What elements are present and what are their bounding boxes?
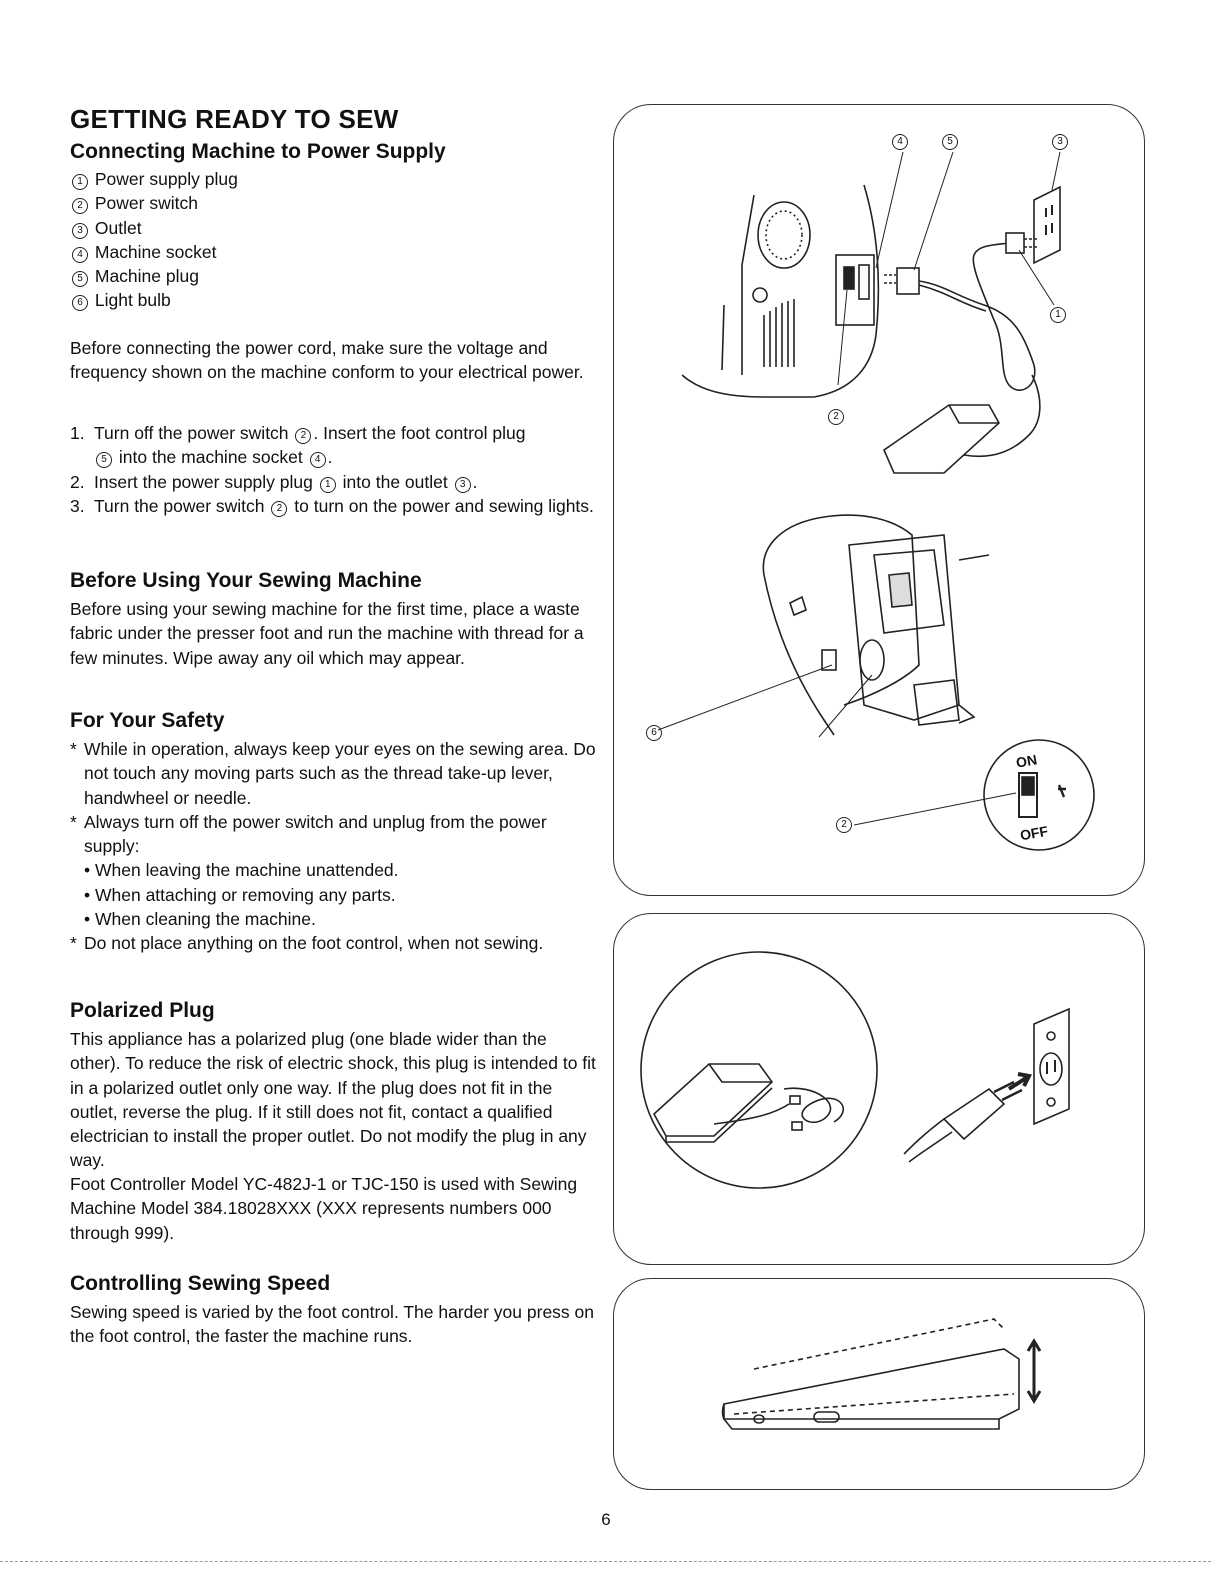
list-item: • When cleaning the machine. — [84, 909, 316, 930]
callout-2 — [826, 409, 846, 425]
figure-polarized-plug-panel — [613, 913, 1145, 1265]
machine-edge-line — [722, 305, 724, 370]
page-bottom-edge — [0, 1561, 1211, 1562]
machine-plug-icon — [897, 268, 919, 294]
needle-bar-mechanism — [849, 535, 959, 720]
safety-text: Do not place anything on the foot control, when not sewing. — [84, 933, 544, 954]
callout-number: 5 — [942, 134, 958, 150]
section-title-polarized: Polarized Plug — [70, 999, 215, 1022]
callout-number: 4 — [892, 134, 908, 150]
connecting-intro: Before connecting the power cord, make sure the voltage and frequency shown on the machine conform to your electrical power. — [70, 338, 584, 383]
callout-number: 3 — [455, 477, 471, 493]
foot-control-zoom-circle — [641, 952, 877, 1188]
switch-off-label: OFF — [1018, 822, 1050, 844]
part-label: Outlet — [94, 217, 142, 238]
page-title: GETTING READY TO SEW — [70, 104, 399, 134]
step-text: Turn the power switch — [94, 495, 265, 516]
list-item: • When attaching or removing any parts. — [84, 884, 396, 905]
machine-body-outline — [682, 185, 878, 397]
step-number: 3. — [70, 495, 85, 516]
callout-4 — [890, 134, 910, 150]
connection-diagram — [614, 105, 1144, 895]
asterisk: * — [70, 811, 77, 832]
callout-number: 1 — [1050, 307, 1066, 323]
callout-number: 4 — [310, 452, 326, 468]
step-item — [70, 421, 600, 470]
punctuation: . — [327, 447, 333, 468]
machine-socket-icon — [859, 265, 869, 299]
steps-list — [70, 421, 600, 518]
machine-vent-lines — [764, 299, 794, 367]
callout-number: 2 — [271, 501, 287, 517]
foot-control-icon — [654, 1064, 772, 1136]
callout-number: 5 — [72, 271, 88, 287]
page-number: 6 — [601, 1510, 611, 1529]
callout-number: 2 — [828, 409, 844, 425]
part-label: Light bulb — [94, 290, 171, 311]
section-title-speed: Controlling Sewing Speed — [70, 1272, 331, 1295]
polarized-text: This appliance has a polarized plug (one blade wider than the other). To reduce the risk of electric shock, this plug is intended to fit in a polarized outlet only one way. If the plug does not fit in the outlet, reverse the plug. If it still does not fit, contact a qualified electrician to install the proper outlet. Do not modify the plug in any way. — [70, 1029, 596, 1171]
plug-cord-icon — [904, 1119, 952, 1162]
callout-number: 1 — [320, 477, 336, 493]
section-title-connecting: Connecting Machine to Power Supply — [70, 140, 446, 163]
power-cord — [919, 243, 1035, 390]
raised-position-line — [754, 1319, 1004, 1369]
parts-list — [70, 167, 600, 313]
callout-number: 5 — [96, 452, 112, 468]
callout-number: 6 — [646, 725, 662, 741]
polarized-plug-icon — [944, 1089, 1004, 1139]
coiled-cord-icon — [784, 1088, 843, 1122]
punctuation: . — [472, 471, 478, 492]
list-item — [70, 931, 600, 955]
callout-number: 2 — [72, 198, 88, 214]
step-text: into the machine socket — [118, 447, 303, 468]
bulb-socket-icon — [822, 650, 836, 670]
callout-number: 6 — [72, 295, 88, 311]
part-label: Power supply plug — [94, 169, 238, 189]
list-item — [70, 240, 600, 264]
figure-speed-control-panel — [613, 1278, 1145, 1490]
step-number: 2. — [70, 471, 85, 492]
callout-2-switch — [834, 817, 854, 833]
handwheel-knurl — [766, 211, 802, 259]
press-direction-arrow-icon — [1028, 1341, 1040, 1401]
part-label: Machine socket — [94, 241, 217, 262]
step-text: Turn off the power switch — [94, 423, 289, 443]
callout-number: 4 — [72, 247, 88, 263]
step-number: 1. — [70, 423, 85, 443]
foot-controller-text: Foot Controller Model YC-482J-1 or TJC-150 is used with Sewing Machine Model 384.18028XXX (XXX represents numbers 000 through 999). — [70, 1174, 578, 1243]
safety-sublist — [84, 858, 600, 931]
before-using-text: Before using your sewing machine for the first time, place a waste fabric under the presser foot and run the machine with thread for a few minutes. Wipe away any oil which may appear. — [70, 599, 584, 668]
step-text: into the outlet — [342, 471, 448, 492]
pressed-position-line — [734, 1394, 1014, 1414]
callout-number: 1 — [72, 174, 88, 190]
part-label: Power switch — [94, 193, 198, 214]
light-bulb-icon — [860, 640, 884, 680]
callout-number: 3 — [72, 223, 88, 239]
machine-side-line — [742, 195, 754, 375]
power-supply-plug-icon — [1006, 233, 1024, 253]
polarized-plug-diagram — [614, 914, 1144, 1264]
list-item — [70, 737, 600, 810]
callout-number: 3 — [1052, 134, 1068, 150]
list-item: • When leaving the machine unattended. — [84, 860, 399, 881]
callout-5 — [940, 134, 960, 150]
section-title-before-using: Before Using Your Sewing Machine — [70, 569, 422, 592]
callout-number: 2 — [295, 428, 311, 444]
list-item — [70, 167, 600, 191]
safety-text: Always turn off the power switch and unplug from the power supply: — [84, 811, 547, 857]
foot-control-icon — [884, 405, 999, 473]
callout-6 — [644, 725, 664, 741]
foot-control-side-icon — [724, 1349, 1019, 1419]
list-item — [70, 288, 600, 312]
asterisk: * — [70, 933, 77, 954]
step-item — [70, 470, 600, 494]
face-cover-icon — [763, 515, 919, 705]
speed-text: Sewing speed is varied by the foot control. The harder you press on the foot control, the faster the machine runs. — [70, 1302, 595, 1347]
asterisk: * — [70, 739, 77, 759]
list-item — [70, 810, 600, 931]
figure-connecting-panel — [613, 104, 1145, 896]
callout-3 — [1050, 134, 1070, 150]
list-item — [70, 191, 600, 215]
step-text: . Insert the foot control plug — [313, 423, 526, 443]
insert-arrow-icon — [1009, 1074, 1029, 1089]
switch-on-label: ON — [1014, 751, 1039, 771]
section-title-safety: For Your Safety — [70, 709, 225, 732]
list-item — [70, 264, 600, 288]
step-text: Insert the power supply plug — [94, 471, 313, 492]
step-text: to turn on the power and sewing lights. — [294, 495, 594, 516]
callout-1 — [1048, 307, 1068, 323]
power-switch-icon — [844, 267, 854, 289]
step-item — [70, 494, 600, 518]
list-item — [70, 216, 600, 240]
part-label: Machine plug — [94, 266, 199, 287]
callout-number: 2 — [836, 817, 852, 833]
speed-control-diagram — [614, 1279, 1144, 1489]
safety-list — [70, 737, 600, 956]
machine-knob — [753, 288, 767, 302]
safety-text: While in operation, always keep your eyes on the sewing area. Do not touch any moving parts such as the thread take-up lever, handwheel or needle. — [84, 739, 596, 808]
